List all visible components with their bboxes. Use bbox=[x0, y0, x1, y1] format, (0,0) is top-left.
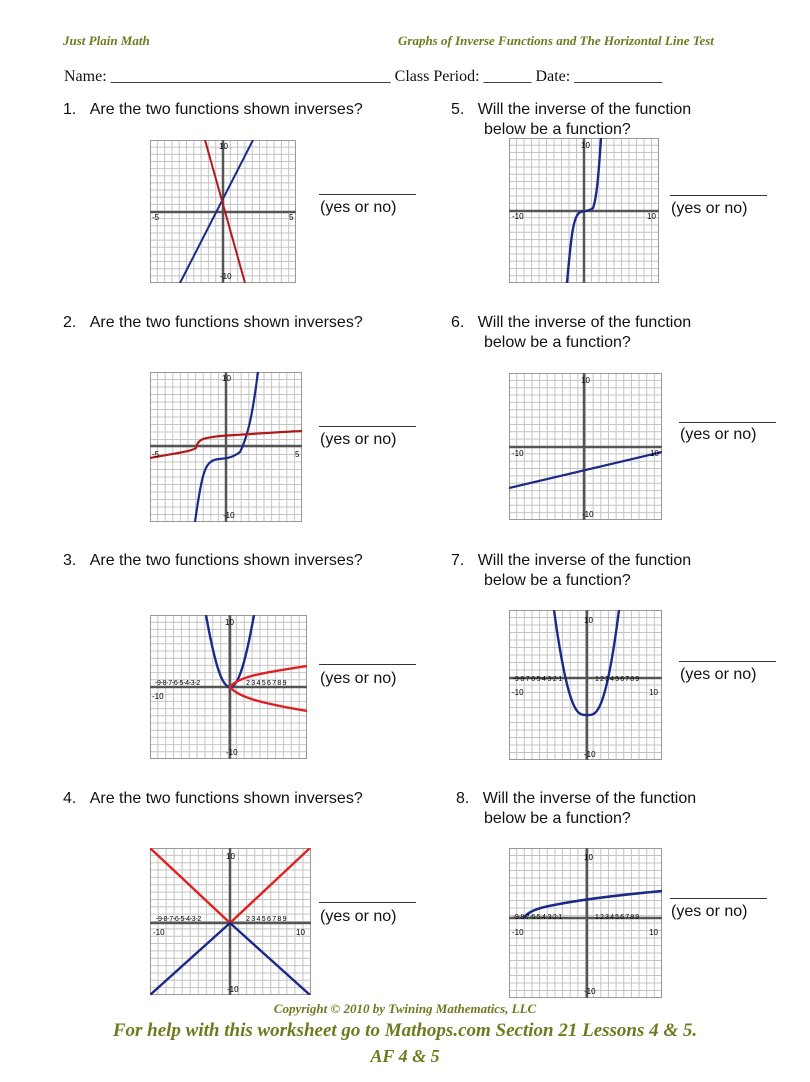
x-tick-labels-negative: -9-8-7-6-5-4-3-2 bbox=[155, 680, 200, 687]
x-max-label: 10 bbox=[650, 449, 659, 458]
question-8-line2: below be a function? bbox=[484, 810, 631, 827]
question-text: Are the two functions shown inverses? bbox=[89, 552, 363, 569]
graph-1 bbox=[150, 140, 296, 283]
question-7-line2: below be a function? bbox=[484, 572, 631, 589]
footer-copyright: Copyright © 2010 by Twining Mathematics, LLC bbox=[273, 1001, 537, 1016]
question-number: 3. bbox=[63, 552, 77, 569]
x-max-label: 5 bbox=[289, 213, 294, 222]
question-number: 6. bbox=[451, 314, 465, 331]
x-tick-labels-positive: 2 3 4 5 6 7 8 9 bbox=[246, 680, 287, 687]
name-label: Name: bbox=[64, 68, 107, 85]
y-max-label: 10 bbox=[219, 142, 228, 151]
y-max-label: 10 bbox=[584, 616, 593, 625]
y-max-label: 10 bbox=[226, 852, 235, 861]
x-min-label: -10 bbox=[152, 692, 164, 701]
answer-blank-5[interactable] bbox=[670, 195, 767, 196]
x-tick-labels-positive: 1 2 3 4 5 6 7 8 9 bbox=[595, 676, 639, 683]
date-label: Date: bbox=[535, 68, 571, 85]
question-1 bbox=[63, 101, 363, 119]
graph-6 bbox=[509, 373, 662, 520]
question-text: Will the inverse of the function bbox=[477, 552, 692, 569]
answer-blank-8[interactable] bbox=[670, 898, 767, 899]
question-text: Are the two functions shown inverses? bbox=[89, 790, 363, 807]
question-3 bbox=[63, 552, 363, 570]
y-min-label: -10 bbox=[584, 987, 596, 996]
question-number: 2. bbox=[63, 314, 77, 331]
header-left: Just Plain Math bbox=[63, 33, 150, 48]
x-min-label: -10 bbox=[512, 449, 524, 458]
question-7 bbox=[451, 552, 691, 570]
question-text: Will the inverse of the function bbox=[477, 101, 692, 118]
question-5 bbox=[451, 101, 691, 119]
y-min-label: -10 bbox=[220, 272, 232, 281]
y-min-label: -10 bbox=[223, 511, 235, 520]
y-max-label: 10 bbox=[581, 141, 590, 150]
question-text: Will the inverse of the function bbox=[482, 790, 697, 807]
question-number: 4. bbox=[63, 790, 77, 807]
answer-hint-6: (yes or no) bbox=[680, 426, 757, 443]
answer-blank-7[interactable] bbox=[679, 661, 776, 662]
question-number: 5. bbox=[451, 101, 465, 118]
graph-5 bbox=[509, 138, 659, 283]
question-number: 7. bbox=[451, 552, 465, 569]
answer-hint-4: (yes or no) bbox=[320, 908, 397, 925]
graph-4 bbox=[150, 848, 311, 995]
y-min-label: -10 bbox=[584, 750, 596, 759]
x-tick-labels-positive: 1 2 3 4 5 6 7 8 9 bbox=[595, 914, 639, 921]
answer-hint-8: (yes or no) bbox=[671, 903, 748, 920]
answer-blank-3[interactable] bbox=[319, 664, 416, 665]
graph-8 bbox=[509, 848, 662, 998]
x-min-label: -5 bbox=[152, 450, 160, 459]
y-min-label: -10 bbox=[227, 985, 239, 994]
answer-blank-2[interactable] bbox=[319, 426, 416, 427]
answer-blank-4[interactable] bbox=[319, 902, 416, 903]
graph-3 bbox=[150, 615, 307, 759]
y-max-label: 10 bbox=[584, 853, 593, 862]
question-number: 1. bbox=[63, 101, 77, 118]
question-6 bbox=[451, 314, 691, 332]
answer-hint-5: (yes or no) bbox=[671, 200, 748, 217]
y-max-label: 10 bbox=[581, 376, 590, 385]
answer-hint-7: (yes or no) bbox=[680, 666, 757, 683]
name-field[interactable]: ___________________________________ bbox=[110, 68, 391, 85]
y-max-label: 10 bbox=[222, 374, 231, 383]
answer-blank-6[interactable] bbox=[679, 422, 776, 423]
answer-hint-2: (yes or no) bbox=[320, 431, 397, 448]
x-max-label: 10 bbox=[296, 928, 305, 937]
question-8 bbox=[456, 790, 696, 808]
y-min-label: -10 bbox=[226, 748, 238, 757]
question-5-line2: below be a function? bbox=[484, 121, 631, 138]
y-max-label: 10 bbox=[225, 618, 234, 627]
x-max-label: 10 bbox=[649, 928, 658, 937]
question-4 bbox=[63, 790, 363, 808]
name-row bbox=[64, 68, 662, 86]
x-tick-labels-negative: -9-8-7-6-5-4-3-2 bbox=[156, 916, 201, 923]
x-tick-labels-negative: -9-8-7-6-5-4-3-2-1 bbox=[513, 914, 562, 921]
x-tick-labels-negative: -9-8-7-6-5-4-3-2-1 bbox=[513, 676, 562, 683]
answer-hint-1: (yes or no) bbox=[320, 199, 397, 216]
date-field[interactable]: ___________ bbox=[574, 68, 663, 85]
x-min-label: -10 bbox=[512, 212, 524, 221]
y-min-label: -10 bbox=[582, 510, 594, 519]
question-text: Are the two functions shown inverses? bbox=[89, 314, 363, 331]
graph-7 bbox=[509, 610, 662, 760]
x-max-label: 5 bbox=[295, 450, 300, 459]
header-right: Graphs of Inverse Functions and The Horizontal Line Test bbox=[398, 33, 714, 48]
x-max-label: 10 bbox=[647, 212, 656, 221]
x-min-label: -10 bbox=[153, 928, 165, 937]
question-2 bbox=[63, 314, 363, 332]
grid-lines bbox=[509, 848, 662, 998]
grid-lines bbox=[509, 610, 662, 760]
footer-help-link: For help with this worksheet go to Mathops.com Section 21 Lessons 4 & 5. bbox=[112, 1020, 698, 1041]
question-text: Are the two functions shown inverses? bbox=[89, 101, 363, 118]
question-number: 8. bbox=[456, 790, 470, 807]
question-6-line2: below be a function? bbox=[484, 334, 631, 351]
class-period-label: Class Period: bbox=[394, 68, 480, 85]
answer-hint-3: (yes or no) bbox=[320, 670, 397, 687]
answer-blank-1[interactable] bbox=[319, 194, 416, 195]
x-min-label: -10 bbox=[512, 928, 524, 937]
footer-code: AF 4 & 5 bbox=[370, 1046, 440, 1066]
class-period-field[interactable]: ______ bbox=[483, 68, 532, 85]
x-min-label: -5 bbox=[152, 213, 160, 222]
graph-2 bbox=[150, 372, 302, 522]
question-text: Will the inverse of the function bbox=[477, 314, 692, 331]
x-min-label: -10 bbox=[512, 688, 524, 697]
x-tick-labels-positive: 2 3 4 5 6 7 8 9 bbox=[246, 916, 287, 923]
x-max-label: 10 bbox=[649, 688, 658, 697]
